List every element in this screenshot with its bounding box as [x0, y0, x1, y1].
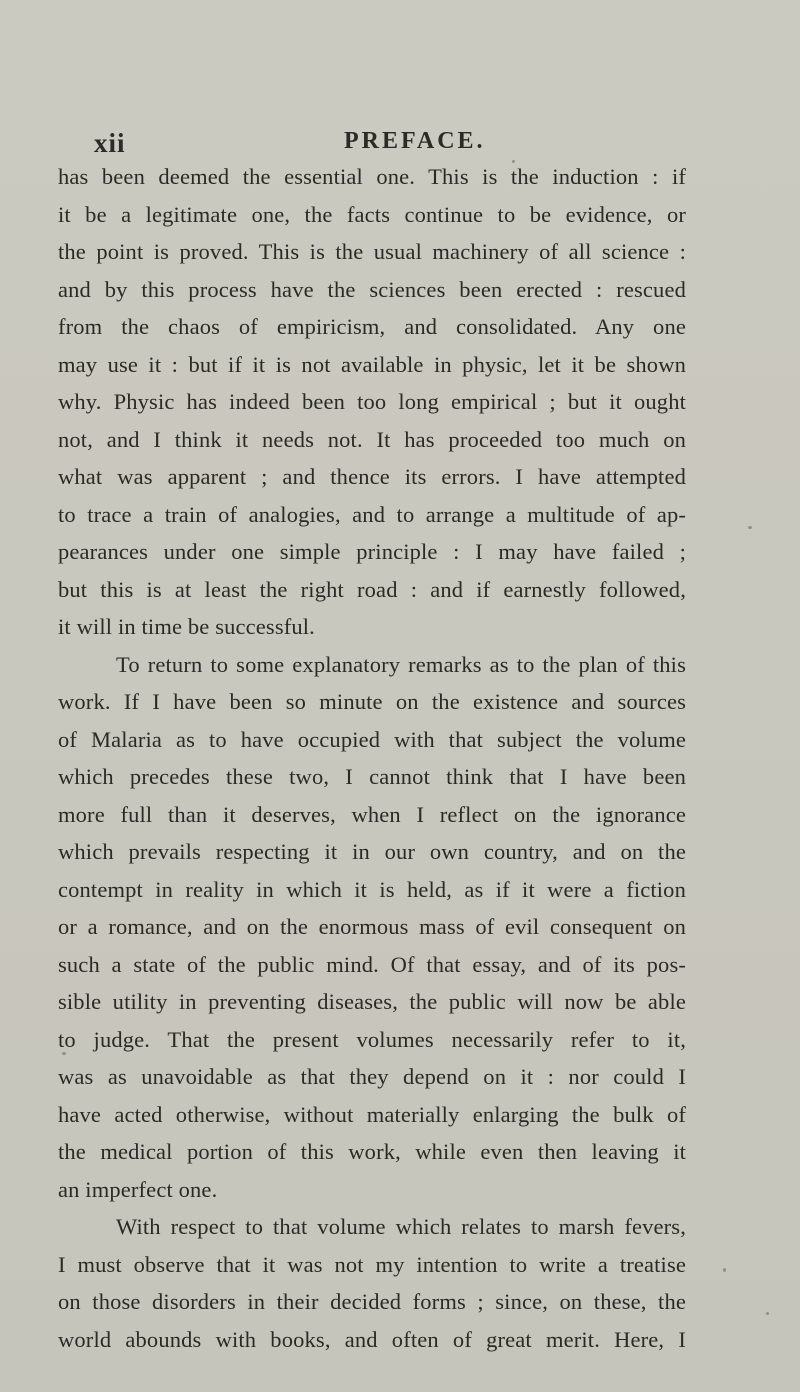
text-line: why. Physic has indeed been too long empirical ; but it ought	[58, 389, 686, 414]
text-line: contempt in reality in which it is held, as if it were a fiction	[58, 876, 686, 902]
text-line: more full than it deserves, when I reflect on the ignorance	[58, 801, 686, 827]
text-line: from the chaos of empiricism, and consolidated. Any one	[58, 314, 686, 339]
text-line: such a state of the public mind. Of that essay, and of its pos-	[58, 951, 686, 977]
text-line: the medical portion of this work, while even then leaving it	[58, 1139, 686, 1164]
paragraph-first-line: With respect to that volume which relates to marsh fevers,	[116, 1214, 686, 1239]
running-title: PREFACE.	[344, 128, 486, 154]
text-line: has been deemed the essential one. This is the induction : if	[58, 164, 686, 189]
text-line: but this is at least the right road : and if earnestly followed,	[58, 576, 686, 602]
text-line: on those disorders in their decided forms ; since, on these, the	[58, 1289, 686, 1314]
paper-speck	[512, 160, 515, 163]
paper-speck	[723, 1268, 726, 1272]
text-line: I must observe that it was not my intention to write a treatise	[58, 1251, 686, 1277]
text-line: pearances under one simple principle : I may have failed ;	[58, 539, 686, 564]
paper-speck	[748, 526, 752, 529]
text-line: which precedes these two, I cannot think that I have been	[58, 764, 686, 789]
text-line: have acted otherwise, without materially enlarging the bulk of	[58, 1101, 686, 1127]
text-line: it be a legitimate one, the facts continue to be evidence, or	[58, 201, 686, 227]
text-line: was as unavoidable as that they depend on it : nor could I	[58, 1064, 686, 1089]
text-line: not, and I think it needs not. It has proceeded too much on	[58, 426, 686, 452]
paragraph-last-line: it will in time be successful.	[58, 614, 315, 639]
text-line: of Malaria as to have occupied with that subject the volume	[58, 726, 686, 752]
text-line: and by this process have the sciences been erected : rescued	[58, 276, 686, 302]
paragraph-last-line: an imperfect one.	[58, 1176, 218, 1202]
text-line: to trace a train of analogies, and to arrange a multitude of ap-	[58, 501, 686, 527]
text-line: world abounds with books, and often of great merit. Here, I	[58, 1326, 686, 1352]
text-line: to judge. That the present volumes necessarily refer to it,	[58, 1026, 686, 1052]
text-line: may use it : but if it is not available in physic, let it be shown	[58, 351, 686, 377]
text-line: which prevails respecting it in our own country, and on the	[58, 839, 686, 864]
page-number: xii	[94, 128, 126, 158]
paper-speck	[62, 1052, 66, 1055]
text-line: what was apparent ; and thence its errors. I have attempted	[58, 464, 686, 489]
text-line: the point is proved. This is the usual machinery of all science :	[58, 239, 686, 264]
body-text	[58, 158, 686, 1358]
text-line: sible utility in preventing diseases, the public will now be able	[58, 989, 686, 1014]
text-line: work. If I have been so minute on the existence and sources	[58, 689, 686, 714]
paper-speck	[766, 1312, 769, 1315]
text-line: or a romance, and on the enormous mass of evil consequent on	[58, 914, 686, 939]
paragraph-first-line: To return to some explanatory remarks as to the plan of this	[116, 651, 686, 677]
